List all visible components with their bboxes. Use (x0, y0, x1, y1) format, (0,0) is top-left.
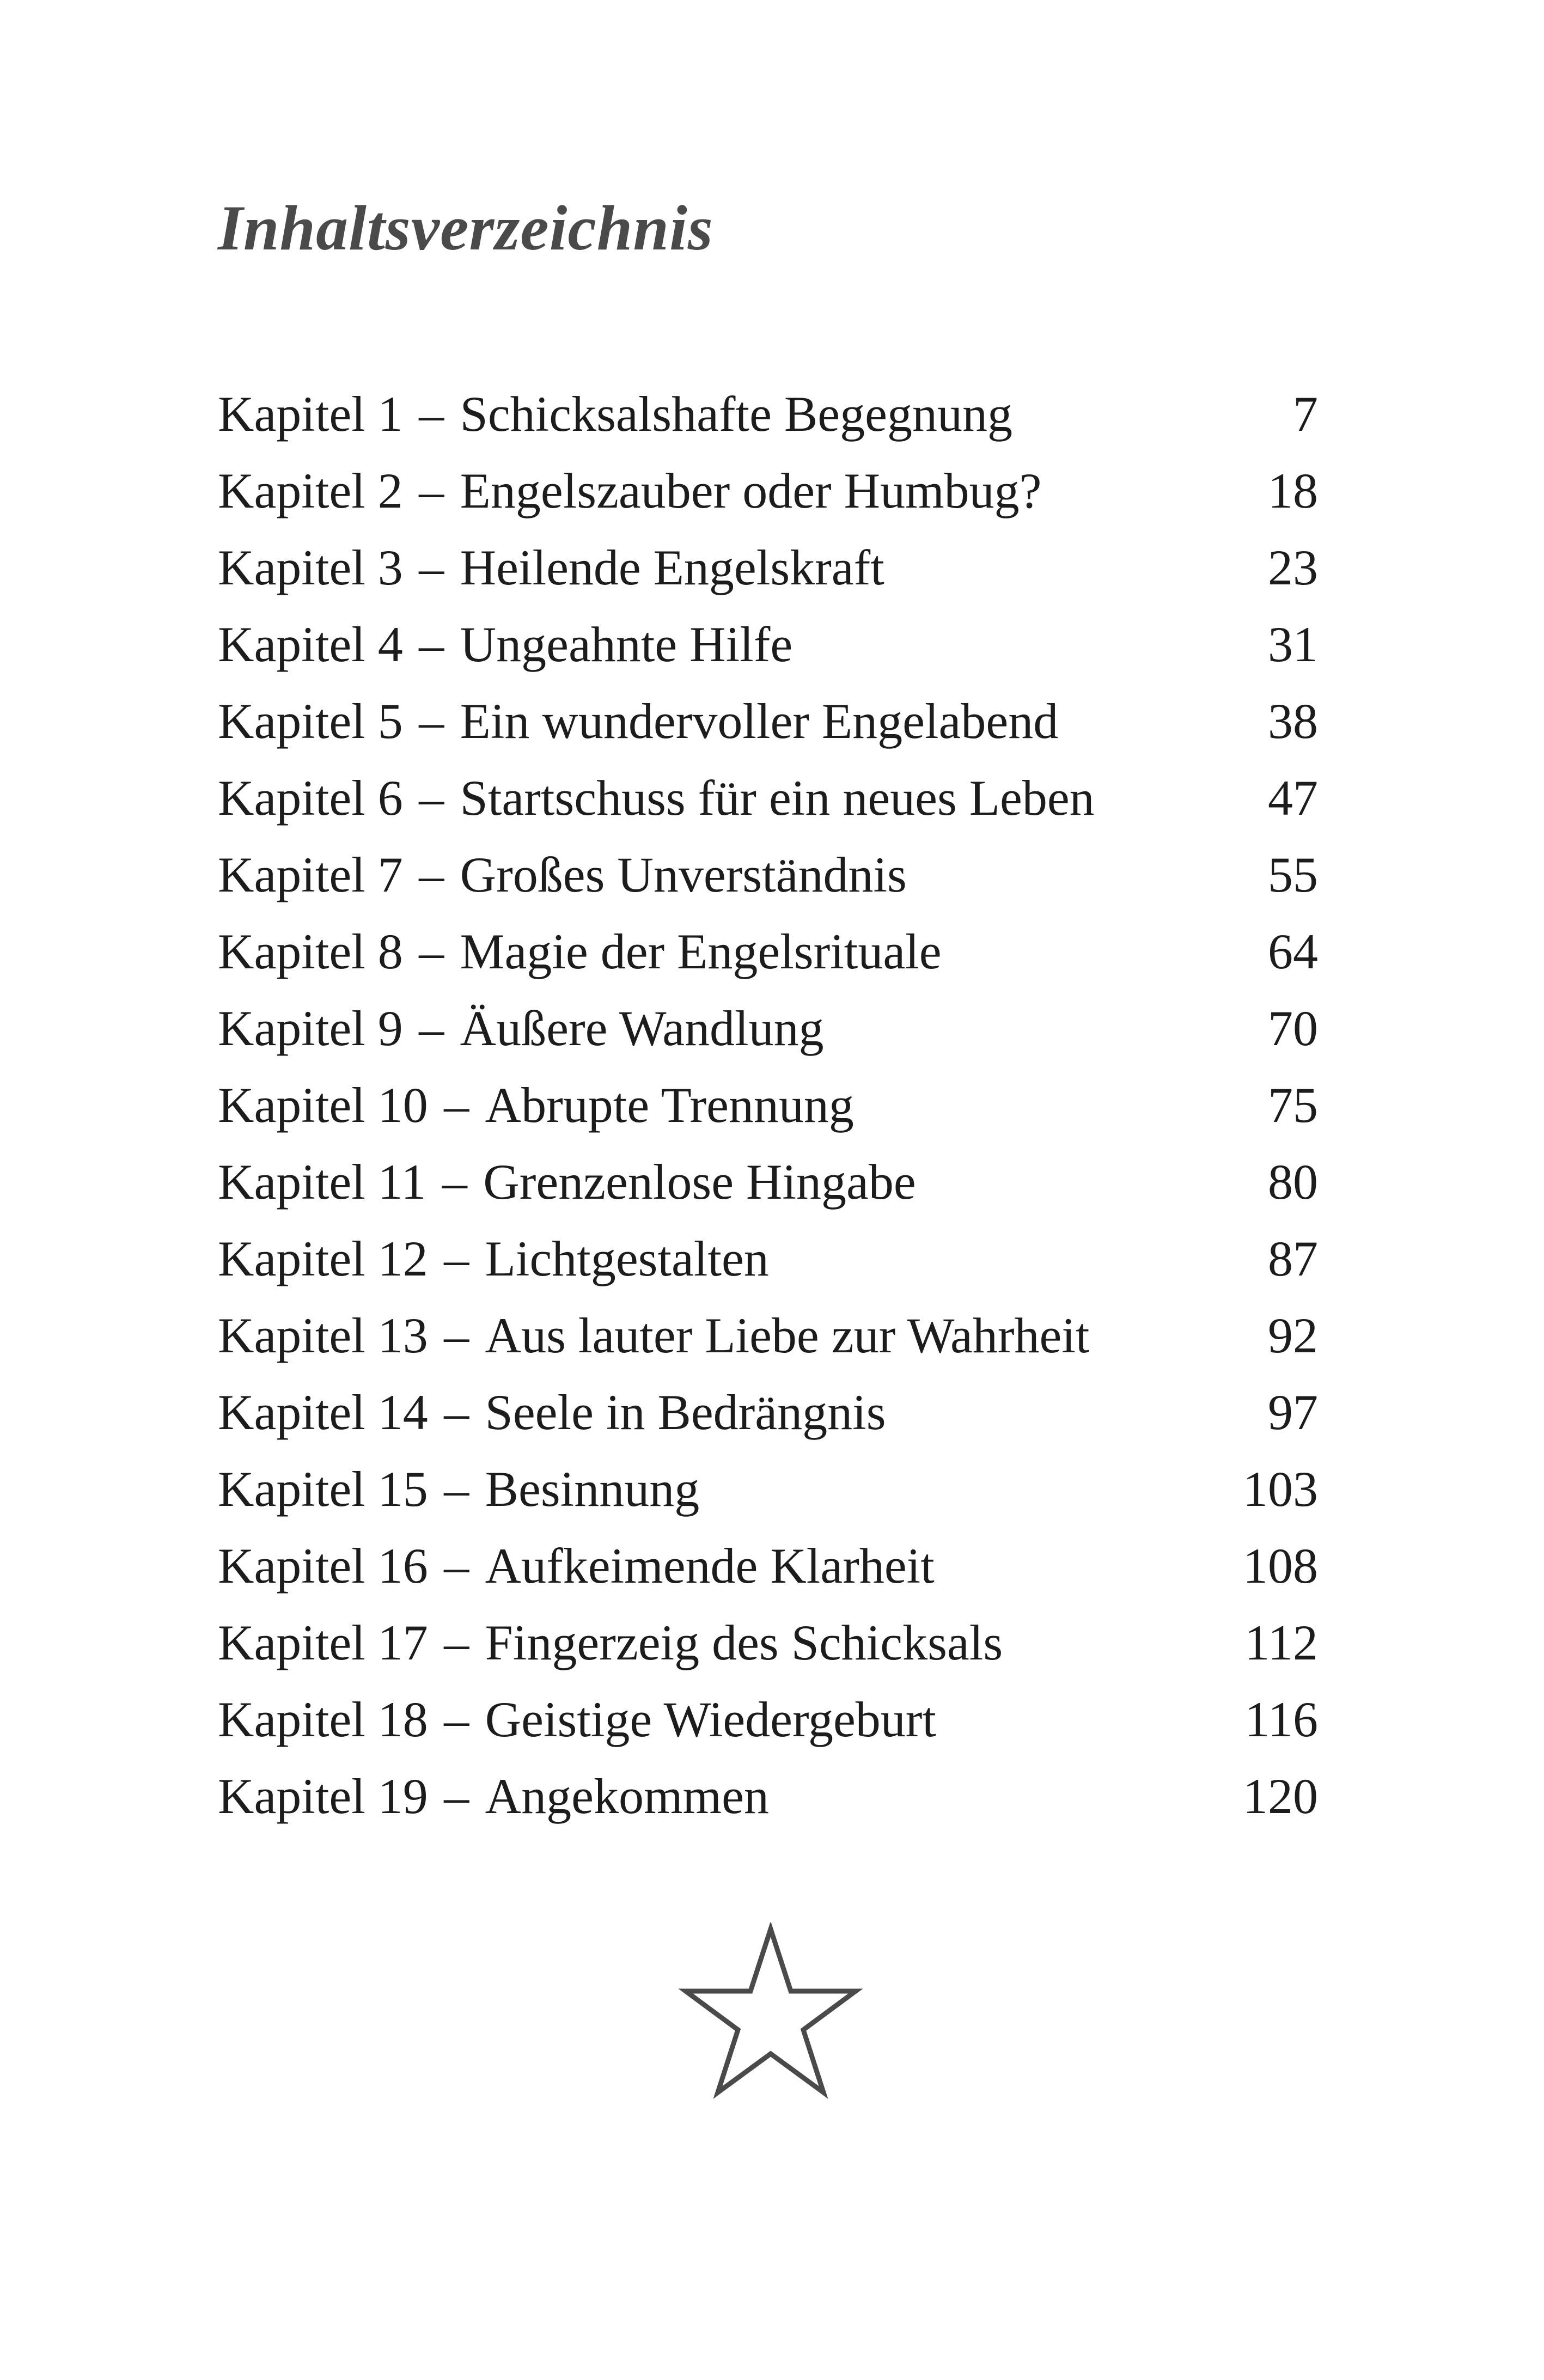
toc-chapter-number: Kapitel 3 (218, 540, 403, 595)
toc-chapter-number: Kapitel 4 (218, 617, 403, 672)
star-outline-icon (678, 1923, 863, 2102)
toc-row (218, 683, 1318, 760)
toc-row (218, 1220, 1318, 1297)
toc-row (218, 990, 1318, 1067)
toc-page-number: 18 (1268, 463, 1318, 518)
toc-chapter-title: Heilende Engelskraft (460, 540, 884, 595)
toc-page-number: 108 (1243, 1538, 1318, 1594)
toc-row (218, 837, 1318, 913)
toc-row (218, 1528, 1318, 1604)
toc-page-number: 116 (1244, 1692, 1318, 1747)
toc-separator: – (419, 386, 444, 442)
page-title: Inhaltsverzeichnis (218, 192, 713, 264)
toc-chapter-number: Kapitel 19 (218, 1768, 428, 1824)
toc-chapter-title: Ungeahnte Hilfe (460, 617, 793, 672)
toc-row (218, 1374, 1318, 1451)
toc-chapter-number: Kapitel 7 (218, 847, 403, 902)
toc-chapter-number: Kapitel 15 (218, 1461, 428, 1517)
toc-chapter-title: Lichtgestalten (485, 1231, 769, 1286)
toc-separator: – (444, 1308, 469, 1363)
toc-separator: – (419, 540, 444, 595)
toc-chapter-number: Kapitel 12 (218, 1231, 428, 1286)
toc-page-number: 7 (1293, 386, 1318, 442)
toc-page-number: 55 (1268, 847, 1318, 902)
toc-chapter-title: Grenzenlose Hingabe (483, 1154, 916, 1210)
toc-entry (218, 1758, 769, 1835)
toc-chapter-title: Fingerzeig des Schicksals (485, 1615, 1003, 1670)
toc-row (218, 1297, 1318, 1374)
toc-separator: – (442, 1154, 467, 1210)
toc-chapter-number: Kapitel 17 (218, 1615, 428, 1670)
toc-chapter-title: Besinnung (485, 1461, 700, 1517)
toc-page-number: 70 (1268, 1000, 1318, 1056)
toc-row (218, 913, 1318, 990)
toc-separator: – (444, 1384, 469, 1440)
toc-row (218, 376, 1318, 453)
toc-page-number: 75 (1268, 1077, 1318, 1133)
toc-separator: – (444, 1077, 469, 1133)
toc-entry (218, 453, 1042, 529)
toc-chapter-number: Kapitel 5 (218, 693, 403, 749)
toc-chapter-title: Geistige Wiedergeburt (485, 1692, 936, 1747)
toc-page-number: 64 (1268, 924, 1318, 979)
toc-page-number: 112 (1244, 1615, 1318, 1670)
toc-entry (218, 913, 942, 990)
toc-chapter-number: Kapitel 9 (218, 1000, 403, 1056)
toc-separator: – (444, 1615, 469, 1670)
toc-page-number: 87 (1268, 1231, 1318, 1286)
toc-separator: – (444, 1692, 469, 1747)
toc-chapter-title: Seele in Bedrängnis (485, 1384, 886, 1440)
toc-row (218, 1067, 1318, 1144)
toc-separator: – (444, 1538, 469, 1594)
toc-entry (218, 1451, 699, 1528)
toc-chapter-number: Kapitel 14 (218, 1384, 428, 1440)
toc-page-number: 31 (1268, 617, 1318, 672)
toc-chapter-title: Aufkeimende Klarheit (485, 1538, 935, 1594)
toc-entry (218, 1528, 935, 1604)
toc-page-number: 97 (1268, 1384, 1318, 1440)
toc-page-number: 120 (1243, 1768, 1318, 1824)
toc-separator: – (444, 1768, 469, 1824)
toc-chapter-title: Abrupte Trennung (485, 1077, 854, 1133)
toc-entry (218, 1067, 854, 1144)
toc-separator: – (419, 1000, 444, 1056)
toc-chapter-title: Ein wundervoller Engelabend (460, 693, 1059, 749)
toc-entry (218, 1604, 1003, 1681)
table-of-contents (218, 376, 1318, 1835)
toc-row (218, 1758, 1318, 1835)
toc-page-number: 38 (1268, 693, 1318, 749)
toc-chapter-number: Kapitel 13 (218, 1308, 428, 1363)
toc-page-number: 23 (1268, 540, 1318, 595)
toc-chapter-title: Schicksalshafte Begegnung (460, 386, 1012, 442)
toc-row (218, 1451, 1318, 1528)
toc-separator: – (419, 693, 444, 749)
toc-row (218, 606, 1318, 683)
toc-chapter-number: Kapitel 18 (218, 1692, 428, 1747)
toc-entry (218, 1681, 936, 1758)
toc-entry (218, 1144, 916, 1220)
toc-separator: – (419, 924, 444, 979)
toc-entry (218, 529, 884, 606)
toc-chapter-title: Engelszauber oder Humbug? (460, 463, 1042, 518)
toc-separator: – (419, 617, 444, 672)
toc-page-number: 47 (1268, 770, 1318, 826)
toc-chapter-number: Kapitel 1 (218, 386, 403, 442)
toc-chapter-number: Kapitel 8 (218, 924, 403, 979)
toc-chapter-number: Kapitel 2 (218, 463, 403, 518)
toc-row (218, 1144, 1318, 1220)
toc-entry (218, 760, 1095, 837)
toc-chapter-title: Äußere Wandlung (460, 1000, 824, 1056)
toc-row (218, 1681, 1318, 1758)
toc-chapter-title: Angekommen (485, 1768, 769, 1824)
toc-chapter-title: Startschuss für ein neues Leben (460, 770, 1095, 826)
toc-page-number: 80 (1268, 1154, 1318, 1210)
toc-entry (218, 1297, 1089, 1374)
toc-entry (218, 1220, 769, 1297)
toc-entry (218, 1374, 886, 1451)
toc-chapter-title: Großes Unverständnis (460, 847, 907, 902)
toc-chapter-number: Kapitel 16 (218, 1538, 428, 1594)
toc-entry (218, 683, 1058, 760)
toc-chapter-number: Kapitel 10 (218, 1077, 428, 1133)
toc-separator: – (419, 770, 444, 826)
toc-chapter-title: Magie der Engelsrituale (460, 924, 942, 979)
toc-page-number: 92 (1268, 1308, 1318, 1363)
toc-row (218, 1604, 1318, 1681)
toc-separator: – (419, 847, 444, 902)
toc-page-number: 103 (1243, 1461, 1318, 1517)
toc-entry (218, 990, 824, 1067)
toc-chapter-number: Kapitel 6 (218, 770, 403, 826)
toc-chapter-title: Aus lauter Liebe zur Wahrheit (485, 1308, 1090, 1363)
toc-row (218, 529, 1318, 606)
toc-row (218, 453, 1318, 529)
toc-entry (218, 376, 1012, 453)
toc-entry (218, 837, 907, 913)
toc-separator: – (444, 1461, 469, 1517)
toc-entry (218, 606, 792, 683)
toc-separator: – (419, 463, 444, 518)
toc-separator: – (444, 1231, 469, 1286)
toc-row (218, 760, 1318, 837)
toc-chapter-number: Kapitel 11 (218, 1154, 426, 1210)
